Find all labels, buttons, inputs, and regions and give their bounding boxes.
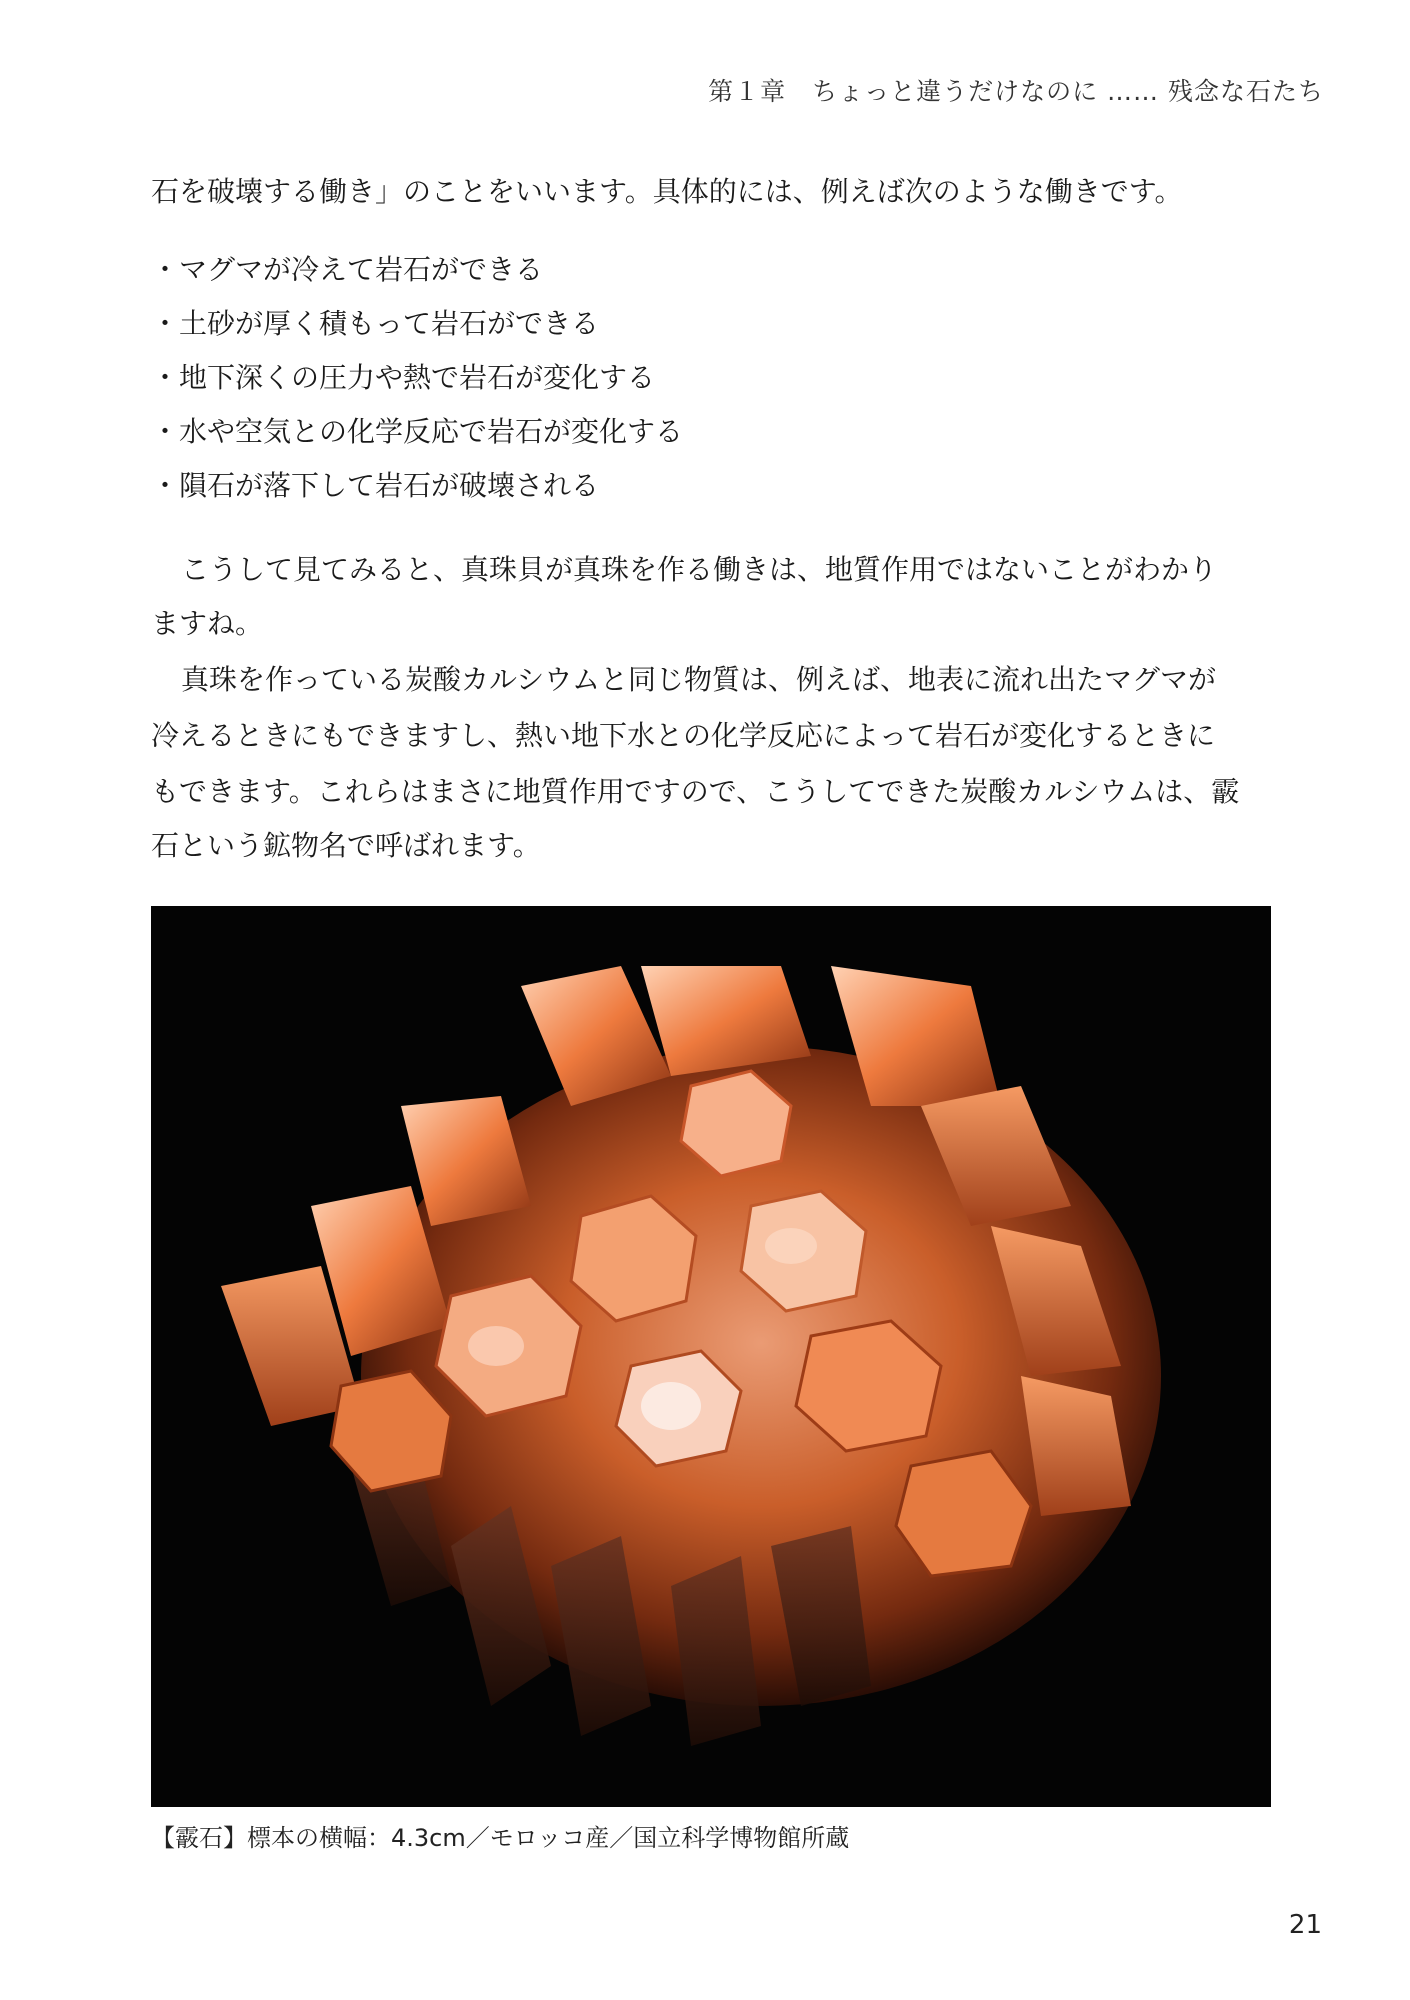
crystal-cluster-illustration xyxy=(151,906,1271,1807)
paragraph-line: もできます。これらはまさに地質作用ですので、こうしてできた炭酸カルシウムは、霰 xyxy=(151,775,1240,808)
paragraph-line: 真珠を作っている炭酸カルシウムと同じ物質は、例えば、地表に流れ出たマグマが xyxy=(181,663,1217,696)
chapter-header: 第１章 ちょっと違うだけなのに …… 残念な石たち xyxy=(708,77,1324,106)
paragraph-line: ますね。 xyxy=(151,607,264,640)
bullet-item: ・土砂が厚く積もって岩石ができる xyxy=(151,307,600,340)
paragraph-line: こうして見てみると、真珠貝が真珠を作る働きは、地質作用ではないことがわかり xyxy=(181,553,1218,586)
figure-caption: 【霰石】標本の横幅：4.3cm／モロッコ産／国立科学博物館所蔵 xyxy=(151,1824,850,1852)
bullet-item: ・水や空気との化学反応で岩石が変化する xyxy=(151,415,684,448)
aragonite-photo xyxy=(151,906,1271,1807)
bullet-item: ・地下深くの圧力や熱で岩石が変化する xyxy=(151,361,656,394)
paragraph-line: 冷えるときにもできますし、熱い地下水との化学反応によって岩石が変化するときに xyxy=(151,719,1216,752)
paragraph-line: 石という鉱物名で呼ばれます。 xyxy=(151,829,541,862)
intro-text: 石を破壊する働き」のことをいいます。具体的には、例えば次のような働きです。 xyxy=(151,175,1183,208)
page-number: 21 xyxy=(1288,1910,1322,1940)
bullet-item: ・隕石が落下して岩石が破壊される xyxy=(151,469,600,502)
bullet-item: ・マグマが冷えて岩石ができる xyxy=(151,253,544,286)
